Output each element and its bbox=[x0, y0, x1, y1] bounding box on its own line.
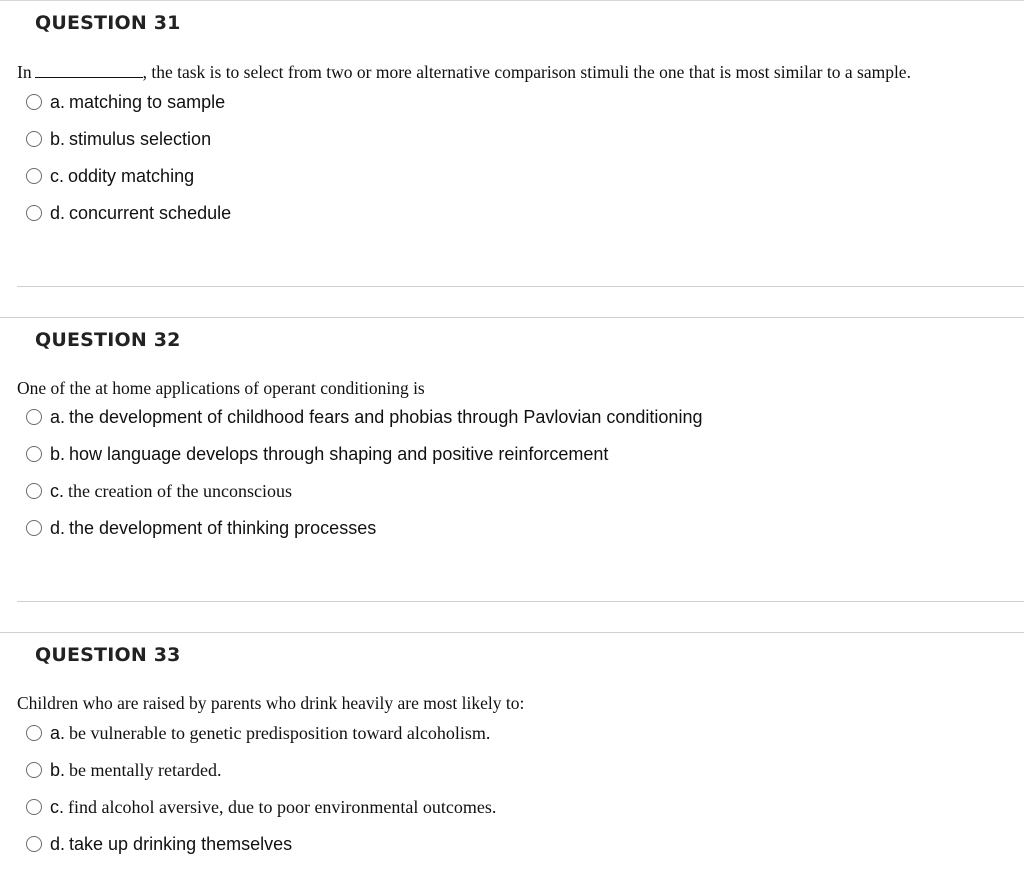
option-letter: b. bbox=[50, 759, 66, 780]
radio-button[interactable] bbox=[26, 799, 42, 815]
question-divider bbox=[17, 601, 1024, 602]
option-text: find alcohol aversive, due to poor environmental outcomes. bbox=[68, 796, 497, 817]
answer-option-a[interactable] bbox=[26, 91, 225, 113]
option-text: the creation of the unconscious bbox=[68, 480, 292, 501]
answer-option-a[interactable] bbox=[26, 722, 490, 744]
option-text: oddity matching bbox=[68, 165, 195, 186]
option-letter: b. bbox=[50, 443, 66, 464]
radio-button[interactable] bbox=[26, 168, 42, 184]
option-letter: d. bbox=[50, 202, 66, 223]
answer-option-c[interactable] bbox=[26, 165, 194, 187]
answer-option-c[interactable] bbox=[26, 796, 496, 818]
option-letter: b. bbox=[50, 128, 66, 149]
answer-option-b[interactable] bbox=[26, 128, 211, 150]
option-text: be vulnerable to genetic predisposition toward alcoholism. bbox=[69, 722, 491, 743]
question-divider bbox=[0, 632, 1024, 633]
answer-option-b[interactable] bbox=[26, 443, 608, 465]
option-letter: c. bbox=[50, 165, 65, 186]
question-divider bbox=[0, 317, 1024, 318]
option-text: stimulus selection bbox=[69, 128, 212, 149]
radio-button[interactable] bbox=[26, 446, 42, 462]
option-text: be mentally retarded. bbox=[69, 759, 222, 780]
question-divider bbox=[17, 286, 1024, 287]
radio-button[interactable] bbox=[26, 520, 42, 536]
option-letter: a. bbox=[50, 722, 66, 743]
option-text: how language develops through shaping and positive reinforcement bbox=[69, 443, 609, 464]
radio-button[interactable] bbox=[26, 725, 42, 741]
answer-option-d[interactable] bbox=[26, 517, 376, 539]
option-text: the development of childhood fears and phobias through Pavlovian conditioning bbox=[69, 406, 703, 427]
option-letter: a. bbox=[50, 406, 66, 427]
radio-button[interactable] bbox=[26, 131, 42, 147]
question-title: QUESTION 32 bbox=[35, 329, 181, 351]
question-title: QUESTION 31 bbox=[35, 12, 181, 34]
radio-button[interactable] bbox=[26, 762, 42, 778]
question-title: QUESTION 33 bbox=[35, 644, 181, 666]
answer-option-b[interactable] bbox=[26, 759, 221, 781]
top-divider bbox=[0, 0, 1024, 1]
question-prompt bbox=[17, 62, 911, 83]
option-text: concurrent schedule bbox=[69, 202, 232, 223]
radio-button[interactable] bbox=[26, 94, 42, 110]
fill-in-blank bbox=[35, 63, 143, 78]
answer-option-a[interactable] bbox=[26, 406, 702, 428]
option-letter: d. bbox=[50, 517, 66, 538]
option-text: take up drinking themselves bbox=[69, 833, 293, 854]
answer-option-c[interactable] bbox=[26, 480, 292, 502]
option-letter: c. bbox=[50, 796, 65, 817]
radio-button[interactable] bbox=[26, 205, 42, 221]
question-prompt: Children who are raised by parents who drink heavily are most likely to: bbox=[17, 693, 525, 713]
option-letter: c. bbox=[50, 480, 65, 501]
option-text: the development of thinking processes bbox=[69, 517, 377, 538]
radio-button[interactable] bbox=[26, 483, 42, 499]
option-text: matching to sample bbox=[69, 91, 226, 112]
answer-option-d[interactable] bbox=[26, 833, 292, 855]
question-prompt: One of the at home applications of operant conditioning is bbox=[17, 378, 425, 398]
prompt-lead: In bbox=[17, 62, 32, 82]
radio-button[interactable] bbox=[26, 836, 42, 852]
radio-button[interactable] bbox=[26, 409, 42, 425]
option-letter: a. bbox=[50, 91, 66, 112]
prompt-tail: , the task is to select from two or more alternative comparison stimuli the one that is most similar to a sample. bbox=[142, 62, 911, 82]
option-letter: d. bbox=[50, 833, 66, 854]
answer-option-d[interactable] bbox=[26, 202, 231, 224]
